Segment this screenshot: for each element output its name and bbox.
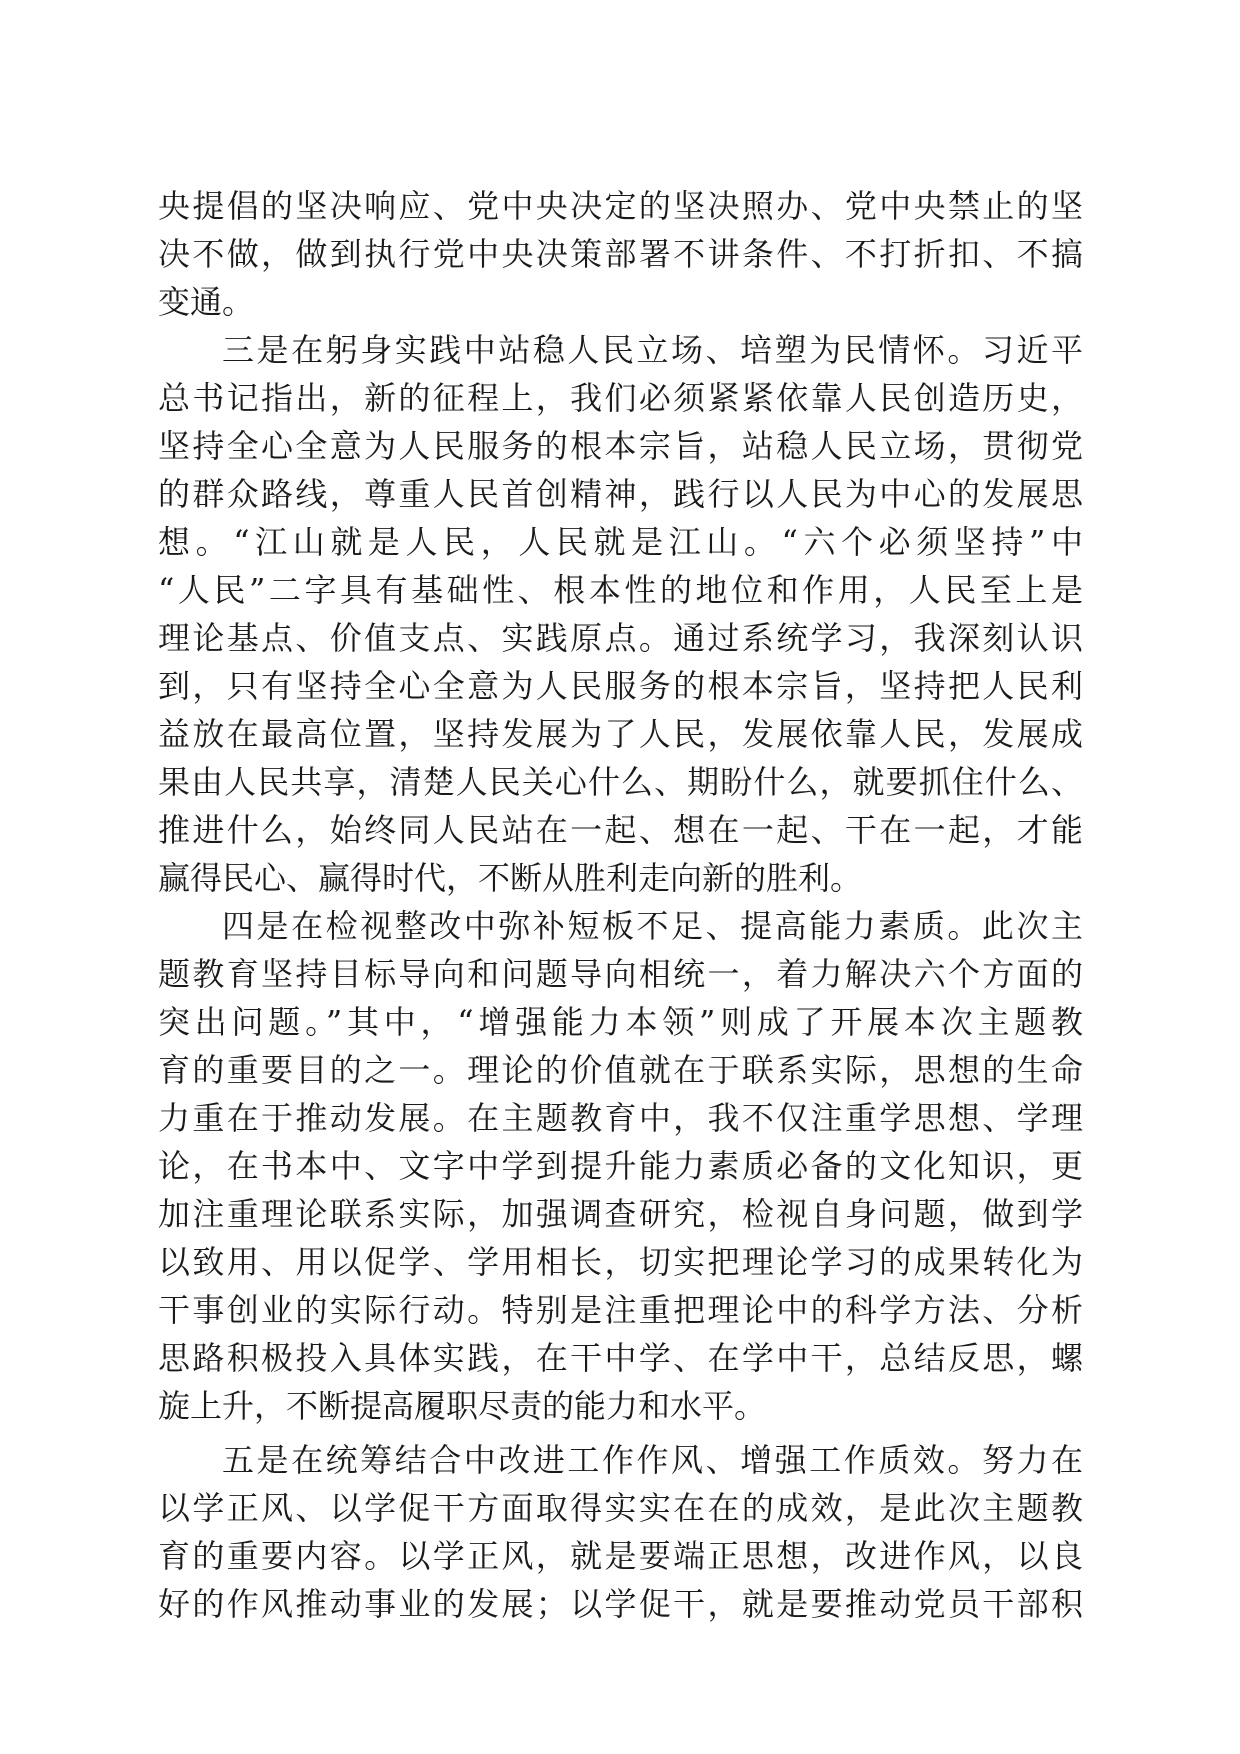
paragraph-start-line: 三是在躬身实践中站稳人民立场、培塑为民情怀。习近平 (222, 331, 1083, 369)
text-line: 赢得民心、赢得时代，不断从胜利走向新的胜利。 (158, 859, 863, 897)
text-line: 好的作风推动事业的发展；以学促干，就是要推动党员干部积 (158, 1585, 1083, 1623)
text-line: 到，只有坚持全心全意为人民服务的根本宗旨，坚持把人民利 (158, 667, 1083, 705)
paragraph-start-line: 四是在检视整改中弥补短板不足、提高能力素质。此次主 (222, 907, 1083, 945)
text-line: 益放在最高位置，坚持发展为了人民，发展依靠人民，发展成 (158, 715, 1083, 753)
document-page (158, 182, 1083, 1628)
text-line: 决不做，做到执行党中央决策部署不讲条件、不打折扣、不搞 (158, 235, 1083, 273)
text-line: 干事创业的实际行动。特别是注重把理论中的科学方法、分析 (158, 1291, 1083, 1329)
text-line: 育的重要内容。以学正风，就是要端正思想，改进作风，以良 (158, 1537, 1083, 1575)
text-line: 变通。 (158, 283, 255, 321)
text-line: 以致用、用以促学、学用相长，切实把理论学习的成果转化为 (158, 1243, 1083, 1281)
text-line: 育的重要目的之一。理论的价值就在于联系实际，思想的生命 (158, 1051, 1083, 1089)
text-line: “人民”二字具有基础性、根本性的地位和作用，人民至上是 (158, 571, 1083, 609)
text-line: 题教育坚持目标导向和问题导向相统一，着力解决六个方面的 (158, 955, 1083, 993)
text-line: 思路积极投入具体实践，在干中学、在学中干，总结反思，螺 (158, 1339, 1083, 1377)
text-line: 加注重理论联系实际，加强调查研究，检视自身问题，做到学 (158, 1195, 1083, 1233)
text-line: 坚持全心全意为人民服务的根本宗旨，站稳人民立场，贯彻党 (158, 427, 1083, 465)
text-line: 总书记指出，新的征程上，我们必须紧紧依靠人民创造历史， (158, 379, 1083, 417)
text-line: 想。“江山就是人民，人民就是江山。“六个必须坚持”中 (158, 523, 1083, 561)
text-line: 理论基点、价值支点、实践原点。通过系统学习，我深刻认识 (158, 619, 1083, 657)
text-line: 果由人民共享，清楚人民关心什么、期盼什么，就要抓住什么、 (158, 763, 1083, 801)
text-line: 以学正风、以学促干方面取得实实在在的成效，是此次主题教 (158, 1489, 1083, 1527)
text-line: 突出问题。”其中，“增强能力本领”则成了开展本次主题教 (158, 1003, 1083, 1041)
paragraph-start-line: 五是在统筹结合中改进工作作风、增强工作质效。努力在 (222, 1441, 1083, 1479)
text-line: 央提倡的坚决响应、党中央决定的坚决照办、党中央禁止的坚 (158, 187, 1083, 225)
text-line: 推进什么，始终同人民站在一起、想在一起、干在一起，才能 (158, 811, 1083, 849)
text-line: 的群众路线，尊重人民首创精神，践行以人民为中心的发展思 (158, 475, 1083, 513)
text-line: 力重在于推动发展。在主题教育中，我不仅注重学思想、学理 (158, 1099, 1083, 1137)
text-line: 论，在书本中、文字中学到提升能力素质必备的文化知识，更 (158, 1147, 1083, 1185)
text-line: 旋上升，不断提高履职尽责的能力和水平。 (158, 1387, 767, 1425)
